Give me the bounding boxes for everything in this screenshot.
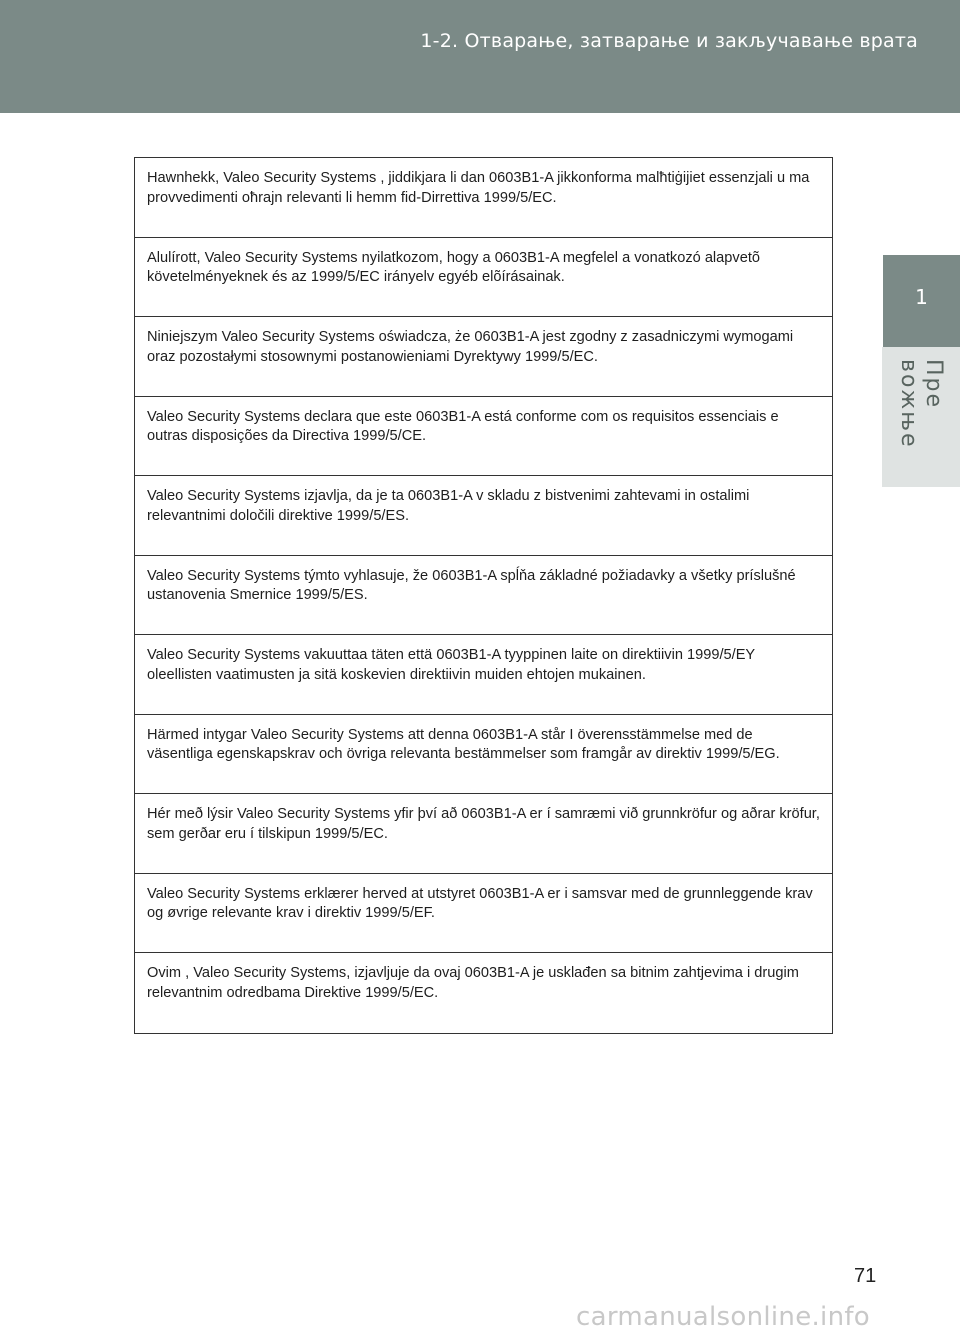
declaration-row-polish: Niniejszym Valeo Security Systems oświadcza, że 0603B1-A jest zgodny z zasadniczymi wymogami oraz pozostałymi stosownymi postanowieniami Dyrektywy 1999/5/EC. xyxy=(135,317,832,397)
declaration-row-slovenian: Valeo Security Systems izjavlja, da je ta 0603B1-A v skladu z bistvenimi zahtevami in ostalimi relevantnimi določili direktive 1999/5/ES. xyxy=(135,476,832,556)
declaration-table xyxy=(134,157,833,1034)
chapter-label-box xyxy=(882,347,960,487)
header-band xyxy=(0,0,960,113)
declaration-row-norwegian: Valeo Security Systems erklærer herved at utstyret 0603B1-A er i samsvar med de grunnleggende krav og øvrige relevante krav i direktiv 1999/5/EF. xyxy=(135,874,832,954)
declaration-row-maltese: Hawnhekk, Valeo Security Systems , jiddikjara li dan 0603B1-A jikkonforma malħtiġijiet essenzjali u ma provvedimenti oħrajn relevanti li hemm fid-Dirrettiva 1999/5/EC. xyxy=(135,158,832,238)
watermark-text: carmanualsonline.info xyxy=(576,1302,871,1332)
declaration-row-swedish: Härmed intygar Valeo Security Systems att denna 0603B1-A står I överensstämmelse med de väsentliga egenskapskrav och övriga relevanta bestämmelser som framgår av direktiv 1999/5/EG. xyxy=(135,715,832,795)
declaration-row-finnish: Valeo Security Systems vakuuttaa täten että 0603B1-A tyyppinen laite on direktiivin 1999/5/EY oleellisten vaatimusten ja sitä koskevien direktiivin muiden ehtojen mukainen. xyxy=(135,635,832,715)
chapter-number: 1 xyxy=(915,285,928,309)
declaration-row-portuguese: Valeo Security Systems declara que este 0603B1-A está conforme com os requisitos essenciais e outras disposições da Directiva 1999/5/CE. xyxy=(135,397,832,477)
chapter-tab xyxy=(883,255,960,347)
declaration-row-icelandic: Hér með lýsir Valeo Security Systems yfir því að 0603B1-A er í samræmi við grunnkröfur og aðrar kröfur, sem gerðar eru í tilskipun 1999/5/EC. xyxy=(135,794,832,874)
chapter-label: Пре вожње xyxy=(896,359,946,449)
section-title: 1-2. Отварање, затварање и закључавање врата xyxy=(420,30,918,52)
page-number: 71 xyxy=(854,1265,877,1287)
declaration-row-croatian: Ovim , Valeo Security Systems, izjavljuje da ovaj 0603B1-A je usklađen sa bitnim zahtjevima i drugim relevantnim odredbama Direktive 1999/5/EC. xyxy=(147,965,799,1001)
declaration-row-hungarian: Alulírott, Valeo Security Systems nyilatkozom, hogy a 0603B1-A megfelel a vonatkozó alapvetõ követelményeknek és az 1999/5/EC irányelv egyéb elõírásainak. xyxy=(135,238,832,318)
declaration-row-slovak: Valeo Security Systems týmto vyhlasuje, že 0603B1-A spĺňa základné požiadavky a všetky príslušné ustanovenia Smernice 1999/5/ES. xyxy=(135,556,832,636)
